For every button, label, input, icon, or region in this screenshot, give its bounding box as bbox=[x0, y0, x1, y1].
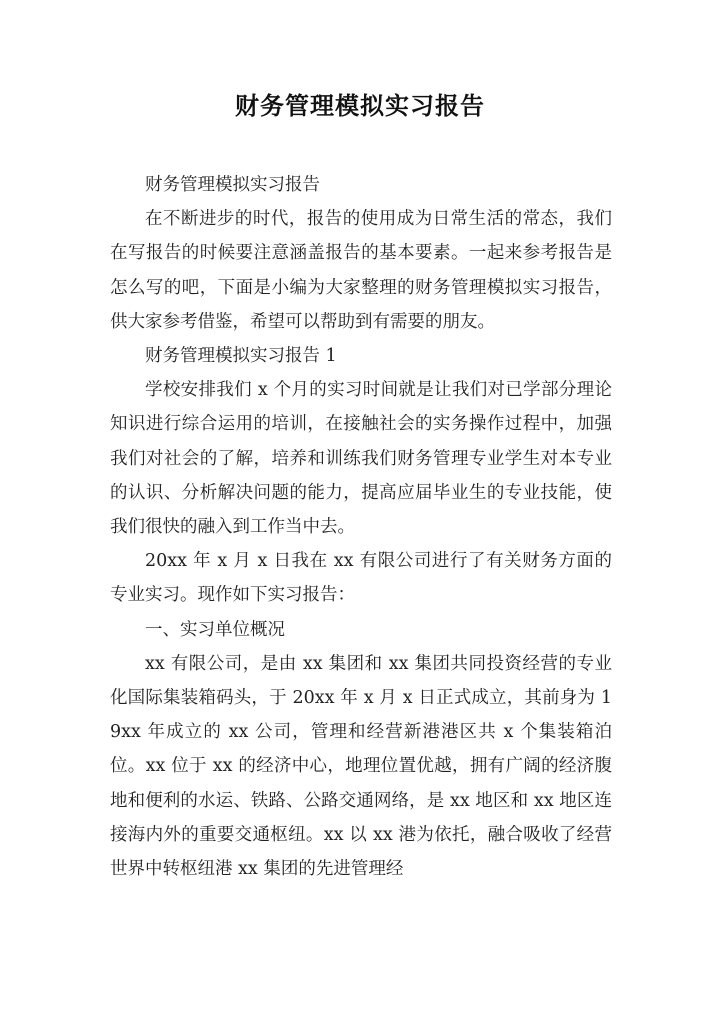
paragraph-intro: 在不断进步的时代，报告的使用成为日常生活的常态，我们在写报告的时候要注意涵盖报告的基本要素。一起来参考报告是怎么写的吧，下面是小编为大家整理的财务管理模拟实习报告，供大家参考借鉴，希望可以帮助到有需要的朋友。 bbox=[110, 209, 612, 332]
paragraph-internship-date: 20xx 年 x 月 x 日我在 xx 有限公司进行了有关财务方面的专业实习。现作如下实习报告： bbox=[110, 551, 612, 606]
paragraph-subtitle: 财务管理模拟实习报告 bbox=[145, 175, 320, 195]
paragraph-company-overview: xx 有限公司，是由 xx 集团和 xx 集团共同投资经营的专业化国际集装箱码头，于 20xx 年 x 月 x 日正式成立，其前身为 19xx 年成立的 xx 公司，管理和经营新港港区共 x 个集装箱泊位。xx 位于 xx 的经济中心，地理位置优越，拥有广阔的经济腹地和便利的水运、铁路、公路交通网络，是 xx 地区和 xx 地区连接海内外的重要交通枢纽。xx 以 xx 港为依托，融合吸收了经营世界中转枢纽港 xx 集团的先进管理经 bbox=[110, 653, 612, 880]
section-heading-company-overview: 一、实习单位概况 bbox=[145, 619, 285, 640]
document-title: 财务管理模拟实习报告 bbox=[235, 92, 485, 120]
document-body bbox=[110, 168, 612, 886]
paragraph-report-heading: 财务管理模拟实习报告 1 bbox=[145, 346, 337, 367]
paragraph-internship-purpose: 学校安排我们 x 个月的实习时间就是让我们对已学部分理论知识进行综合运用的培训，在接触社会的实务操作过程中，加强我们对社会的了解，培养和训练我们财务管理专业学生对本专业的认识、分析解决问题的能力，提高应届毕业生的专业技能，使我们很快的融入到工作当中去。 bbox=[110, 380, 612, 538]
